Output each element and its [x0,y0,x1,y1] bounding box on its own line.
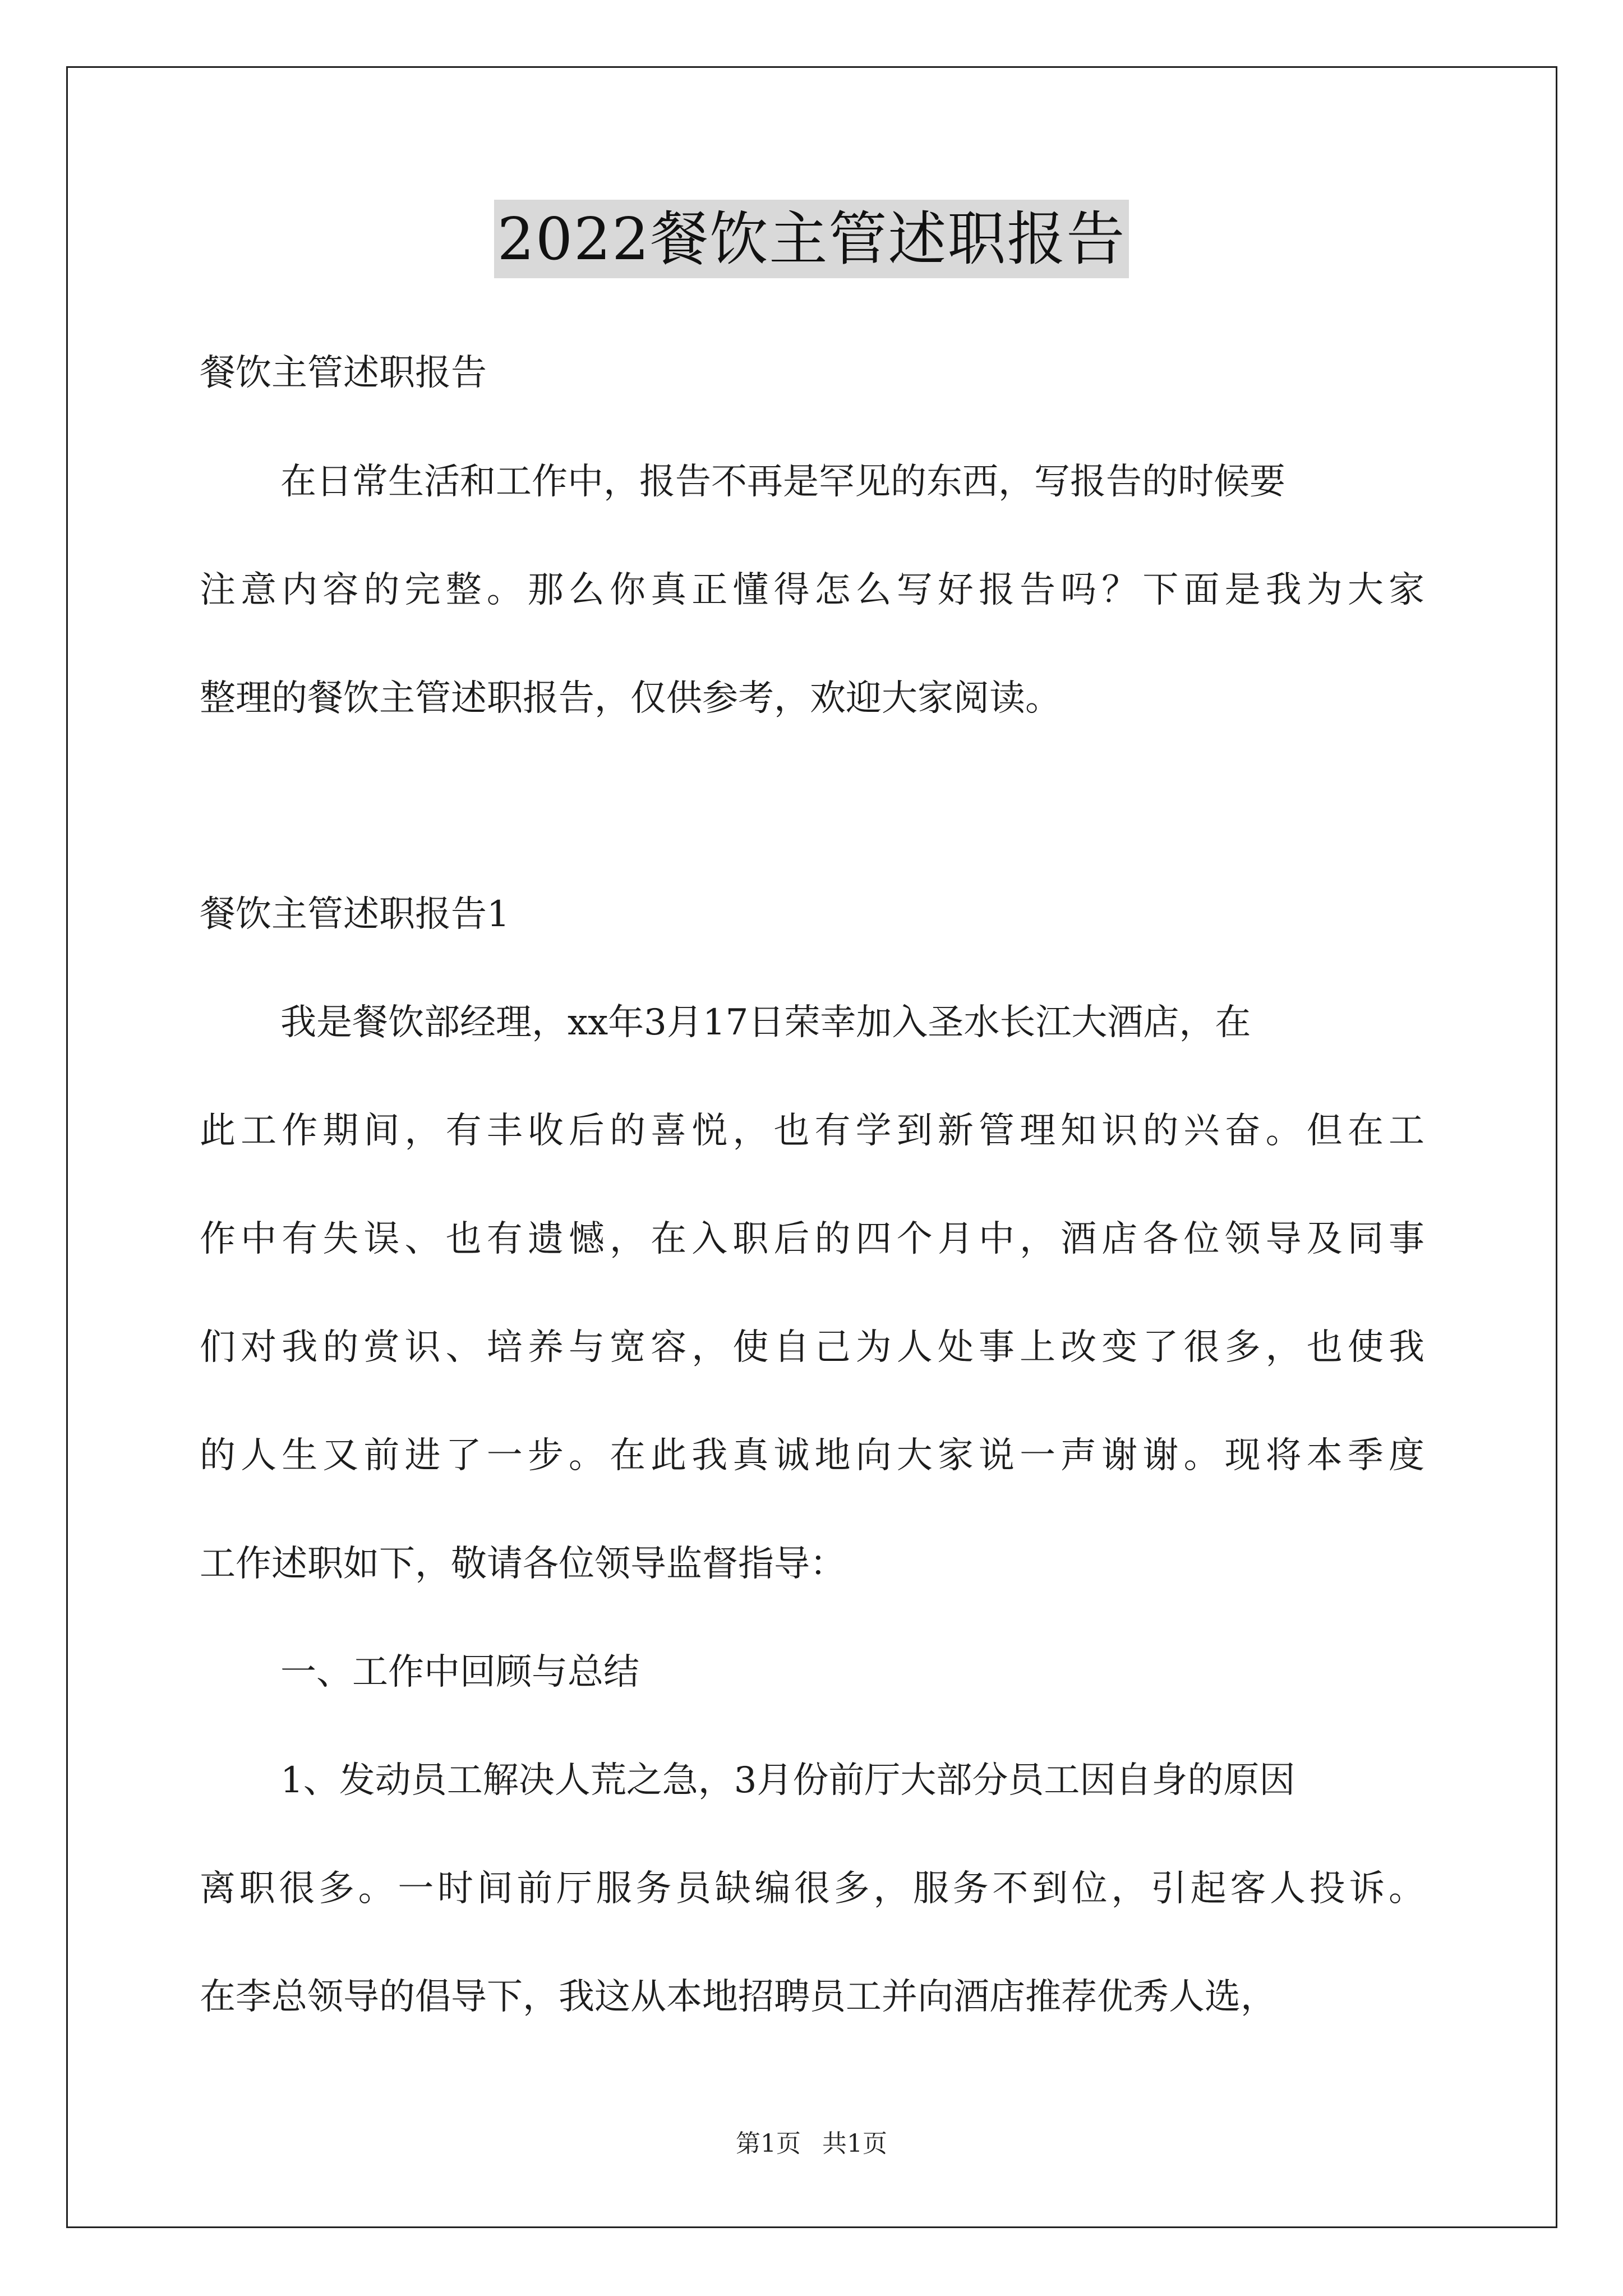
title-container [0,200,1623,278]
section-heading: 餐饮主管述职报告1 [200,894,510,935]
subsection-heading: 一、工作中回顾与总结 [280,1651,639,1693]
paragraph-line: 在李总领导的倡导下，我这从本地招聘员工并向酒店推荐优秀人选， [200,1976,1276,2018]
page-footer [0,2127,1623,2161]
paragraph-line: 在日常生活和工作中，报告不再是罕见的东西，写报告的时候要 [280,461,1285,503]
paragraph-line: 们对我的赏识、培养与宽容，使自己为人处事上改变了很多，也使我 [200,1327,1424,1368]
page-number: 第1页 [736,2129,801,2158]
paragraph-line: 注意内容的完整。那么你真正懂得怎么写好报告吗？下面是我为大家 [200,569,1424,611]
document-title: 2022餐饮主管述职报告 [494,200,1129,278]
subtitle-line: 餐饮主管述职报告 [200,352,487,394]
paragraph-line: 整理的餐饮主管述职报告，仅供参考，欢迎大家阅读。 [200,678,1061,719]
page-total: 共1页 [822,2129,887,2158]
paragraph-line: 作中有失误、也有遗憾，在入职后的四个月中，酒店各位领导及同事 [200,1218,1424,1260]
paragraph-line: 离职很多。一时间前厅服务员缺编很多，服务不到位，引起客人投诉。 [200,1868,1424,1910]
paragraph-line: 1、发动员工解决人荒之急，3月份前厅大部分员工因自身的原因 [280,1760,1295,1801]
paragraph-line: 此工作期间，有丰收后的喜悦，也有学到新管理知识的兴奋。但在工 [200,1110,1424,1152]
paragraph-line: 我是餐饮部经理，xx年3月17日荣幸加入圣水长江大酒店，在 [280,1002,1251,1043]
paragraph-line: 的人生又前进了一步。在此我真诚地向大家说一声谢谢。现将本季度 [200,1435,1424,1476]
paragraph-line: 工作述职如下，敬请各位领导监督指导： [200,1543,846,1585]
